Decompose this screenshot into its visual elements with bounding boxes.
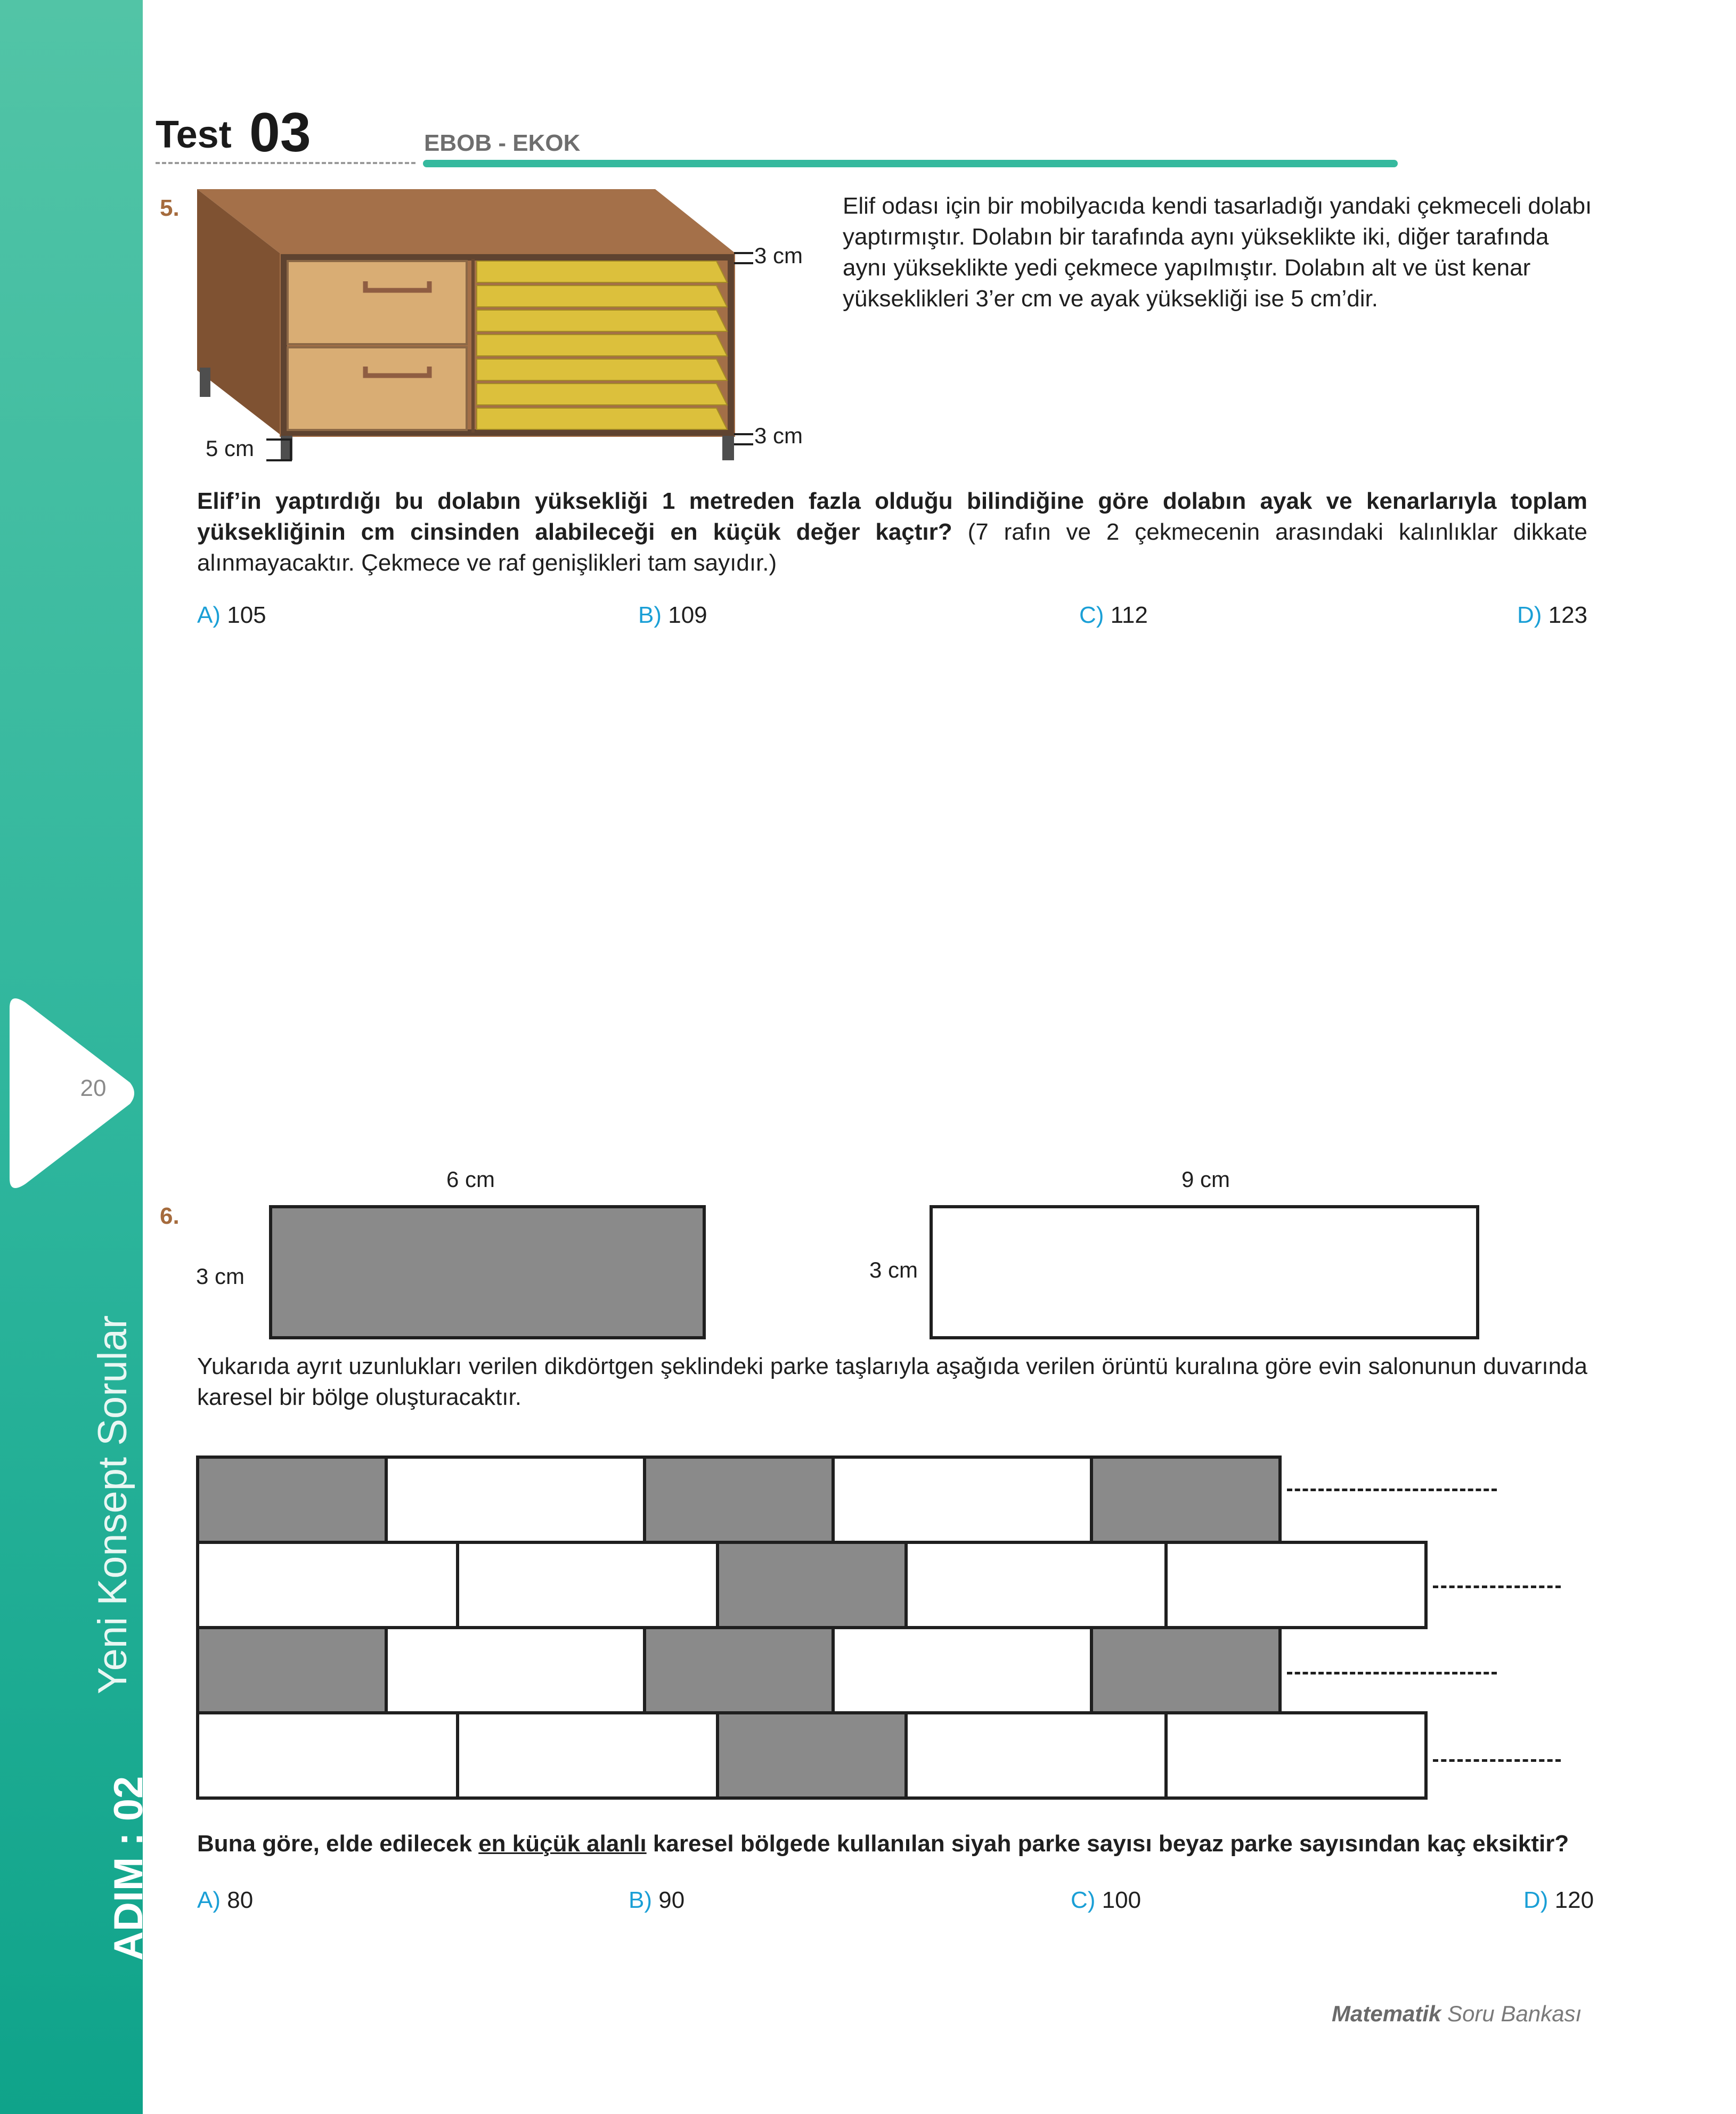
option-letter: D): [1517, 602, 1542, 628]
dimension-bottom: 3 cm: [754, 423, 803, 448]
question-5-bold: Elif’in yaptırdığı bu dolabın yüksekliği 1 metreden fazla olduğu bilindiğine göre dolabın ayak ve kenarlarıyla toplam yüksekliğinin cm cinsinden alabileceği en küçük değer kaçtır?: [197, 488, 1587, 545]
option-letter: B): [638, 602, 662, 628]
option-b[interactable]: [638, 602, 707, 629]
option-letter: C): [1071, 1887, 1096, 1913]
option-value: 80: [227, 1887, 254, 1913]
option-c[interactable]: [1071, 1887, 1141, 1914]
pattern-tile: [716, 1541, 908, 1629]
footer-book: Soru Bankası: [1447, 2001, 1582, 2026]
option-letter: A): [197, 602, 221, 628]
continuation-dashes: [1433, 1585, 1561, 1588]
pattern-tile: [643, 1456, 835, 1544]
question-5-prompt: [197, 486, 1587, 579]
question-6-underlined: en küçük alanlı: [478, 1831, 647, 1857]
page-arrow-icon: [4, 992, 137, 1194]
continuation-dashes: [1433, 1759, 1561, 1762]
option-letter: B): [629, 1887, 652, 1913]
question-number-5: 5.: [160, 195, 180, 221]
footer-subject: Matematik: [1332, 2001, 1441, 2026]
option-c[interactable]: [1079, 602, 1148, 629]
dimension-mark-top: [734, 251, 755, 267]
option-value: 112: [1110, 602, 1148, 628]
option-value: 109: [668, 602, 707, 628]
option-a[interactable]: [197, 1887, 253, 1914]
tile-dark-height: 3 cm: [196, 1264, 245, 1289]
continuation-dashes: [1287, 1489, 1497, 1491]
question-6-post: karesel bölgede kullanılan siyah parke sayısı beyaz parke sayısından kaç eksiktir?: [646, 1831, 1569, 1857]
sample-light-tile: [930, 1205, 1479, 1339]
topic-title: EBOB - EKOK: [424, 130, 581, 156]
question-5-text: Elif odası için bir mobilyacıda kendi tasarladığı yandaki çekmeceli dolabı yaptırmıştır. Dolabın bir tarafında aynı yükseklikte iki, diğer tarafında aynı yükseklikte yedi çekmece yapılmıştır. Dolabın alt ve üst kenar yükseklikleri 3’er cm ve ayak yüksekliği ise 5 cm’dir.: [843, 193, 1592, 312]
header-accent-bar: [423, 160, 1398, 167]
question-6-intro: Yukarıda ayrıt uzunlukları verilen dikdörtgen şeklindeki parke taşlarıyla aşağıda verilen örüntü kuralına göre evin salonunun duvarında karesel bir bölge oluşturacaktır.: [197, 1353, 1587, 1410]
option-value: 100: [1102, 1887, 1142, 1913]
pattern-tile: [385, 1456, 646, 1544]
pattern-tile: [456, 1541, 719, 1629]
pattern-tile: [832, 1626, 1093, 1714]
option-value: 105: [227, 602, 266, 628]
option-value: 123: [1548, 602, 1588, 628]
question-6-prompt: [197, 1828, 1635, 1859]
option-a[interactable]: [197, 602, 266, 629]
option-d[interactable]: [1523, 1887, 1594, 1914]
footer-book-title: [1332, 2001, 1582, 2027]
pattern-tile: [1090, 1456, 1282, 1544]
pattern-tile: [1164, 1711, 1428, 1800]
option-value: 90: [658, 1887, 685, 1913]
pattern-tile: [643, 1626, 835, 1714]
test-label: Test: [156, 113, 232, 156]
pattern-tile: [1090, 1626, 1282, 1714]
pattern-tile: [716, 1711, 908, 1800]
dimension-mark-bottom: [734, 433, 755, 449]
pattern-tile: [904, 1541, 1168, 1629]
pattern-tile: [456, 1711, 719, 1800]
pattern-tile: [385, 1626, 646, 1714]
option-letter: C): [1079, 602, 1104, 628]
pattern-tile: [196, 1626, 388, 1714]
tile-dark-width: 6 cm: [446, 1167, 495, 1192]
question-5-note: (7 rafın ve 2 çekmecenin arasındaki kalınlıklar dikkate alınmayacaktır. Çekmece ve raf genişlikleri tam sayıdır.): [197, 519, 1588, 576]
pattern-tile: [196, 1541, 459, 1629]
cabinet-illustration: [197, 186, 740, 464]
sample-dark-tile: [269, 1205, 706, 1339]
pattern-tile: [196, 1456, 388, 1544]
pattern-tile: [1164, 1541, 1428, 1629]
continuation-dashes: [1287, 1672, 1497, 1674]
pattern-tile: [904, 1711, 1168, 1800]
pattern-tile: [196, 1711, 459, 1800]
dimension-top: 3 cm: [754, 243, 803, 268]
question-6-pre: Buna göre, elde edilecek: [197, 1831, 479, 1857]
tile-light-width: 9 cm: [1181, 1167, 1230, 1192]
option-d[interactable]: [1517, 602, 1587, 629]
tile-light-height: 3 cm: [869, 1257, 918, 1282]
step-label: ADIM : 02: [106, 1776, 151, 1961]
option-letter: D): [1523, 1887, 1548, 1913]
dimension-leg: 5 cm: [206, 436, 255, 461]
option-b[interactable]: [629, 1887, 684, 1914]
page-number: 20: [80, 1075, 107, 1101]
header-dashed-rule: [156, 162, 415, 164]
dimension-mark-leg: [265, 438, 293, 462]
pattern-tile: [832, 1456, 1093, 1544]
question-number-6: 6.: [160, 1203, 180, 1229]
option-value: 120: [1554, 1887, 1594, 1913]
series-title: Yeni Konsept Sorular: [90, 1315, 135, 1694]
option-letter: A): [197, 1887, 221, 1913]
test-number: 03: [249, 102, 311, 164]
